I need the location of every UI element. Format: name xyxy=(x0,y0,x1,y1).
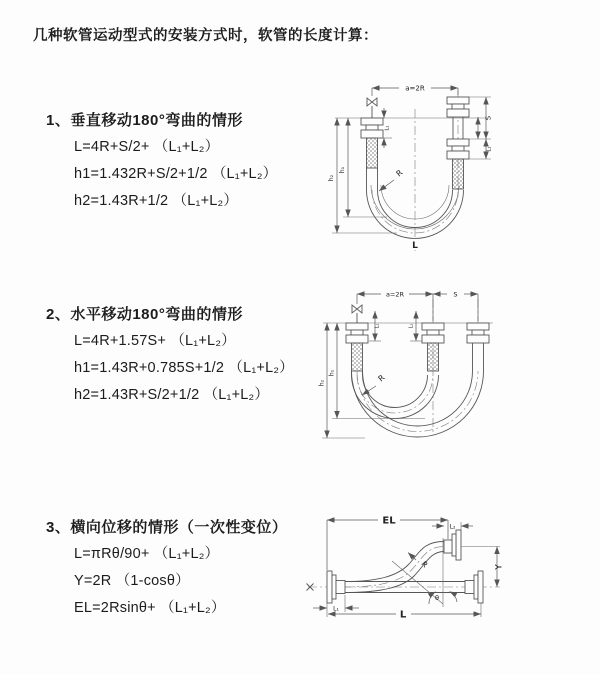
radius-callout xyxy=(379,168,405,191)
middle-flange xyxy=(422,323,444,371)
formula-line: L=4R+S/2+ （L₁+L₂） xyxy=(74,139,220,155)
page-title: 几种软管运动型式的安装方式时，软管的长度计算： xyxy=(33,28,378,44)
right-flange xyxy=(467,323,489,371)
section-1-heading: 1、垂直移动180°弯曲的情形 xyxy=(46,112,243,129)
dim-label-l1: L₁ xyxy=(333,605,339,613)
valve-icon xyxy=(352,305,362,323)
angle-label-theta: θ xyxy=(435,594,439,602)
formula-line: h1=1.43R+0.785S+1/2 （L₁+L₂） xyxy=(74,360,294,376)
section-3-heading: 3、横向位移的情形（一次性变位） xyxy=(46,519,288,536)
dim-label-y: Y xyxy=(494,564,505,570)
dim-label-l1: L₁ xyxy=(486,146,493,152)
dim-label-s: S xyxy=(453,290,458,299)
dimension-l2 xyxy=(432,522,473,531)
formula-line: h2=1.43R+S/2+1/2 （L₁+L₂） xyxy=(74,387,270,403)
dim-label-s: S xyxy=(484,115,493,121)
dimension-l1-left xyxy=(369,311,381,341)
dim-label-h1: h₁ xyxy=(328,369,336,377)
dimension-l xyxy=(327,603,481,621)
left-flange xyxy=(346,323,368,371)
dimension-a2r xyxy=(372,85,458,97)
formula-line: h2=1.43R+1/2 （L₁+L₂） xyxy=(74,193,239,209)
radius-label: R xyxy=(394,168,405,179)
formula-line: EL=2Rsinθ+ （L₁+L₂） xyxy=(74,600,226,616)
upper-flange xyxy=(444,530,461,560)
dimension-h1 xyxy=(329,323,426,419)
right-flange xyxy=(465,571,483,603)
dimension-s xyxy=(469,97,493,159)
dim-label-l2: L₂ xyxy=(449,523,456,531)
dimension-el xyxy=(327,516,448,571)
diagram-vertical-180 xyxy=(315,75,600,255)
section-horizontal-180 xyxy=(46,303,294,407)
section-vertical-180 xyxy=(46,109,277,213)
dim-label-l1: L₁ xyxy=(408,323,415,329)
length-label: L xyxy=(399,609,407,621)
dim-label-a2r: a=2R xyxy=(405,84,425,93)
hose-u-bends xyxy=(352,371,484,437)
diagram-lateral-displacement xyxy=(300,500,600,658)
radius-callout xyxy=(362,373,387,395)
dimension-l1-middle xyxy=(409,311,423,341)
formula-line: Y=2R （1-cosθ） xyxy=(74,573,190,589)
dim-label-a2r: a=2R xyxy=(385,290,405,299)
valve-icon xyxy=(367,98,377,118)
dim-label-h2: h₂ xyxy=(328,174,335,182)
radius-label: R xyxy=(419,559,430,570)
hose-s-curve xyxy=(345,542,444,593)
dim-label-h2: h₂ xyxy=(318,379,326,387)
length-label: L xyxy=(412,241,418,251)
formula-line: L=4R+1.57S+ （L₁+L₂） xyxy=(74,333,236,349)
left-flange xyxy=(327,571,345,603)
dim-label-h1: h₁ xyxy=(339,166,346,174)
right-flange-lower xyxy=(447,139,469,189)
formula-line: h1=1.432R+S/2+1/2 （L₁+L₂） xyxy=(74,166,278,182)
section-lateral-displacement xyxy=(46,516,287,620)
diagram-horizontal-180 xyxy=(315,283,600,461)
section-2-heading: 2、水平移动180°弯曲的情形 xyxy=(46,306,243,323)
dim-label-l1: L₁ xyxy=(374,323,381,329)
left-flange xyxy=(361,118,383,168)
formula-line: L=πRθ/90+ （L₁+L₂） xyxy=(74,546,220,562)
radius-label: R xyxy=(376,373,387,384)
dim-label-l1: L₁ xyxy=(384,125,391,131)
dim-label-el: EL xyxy=(382,515,396,527)
